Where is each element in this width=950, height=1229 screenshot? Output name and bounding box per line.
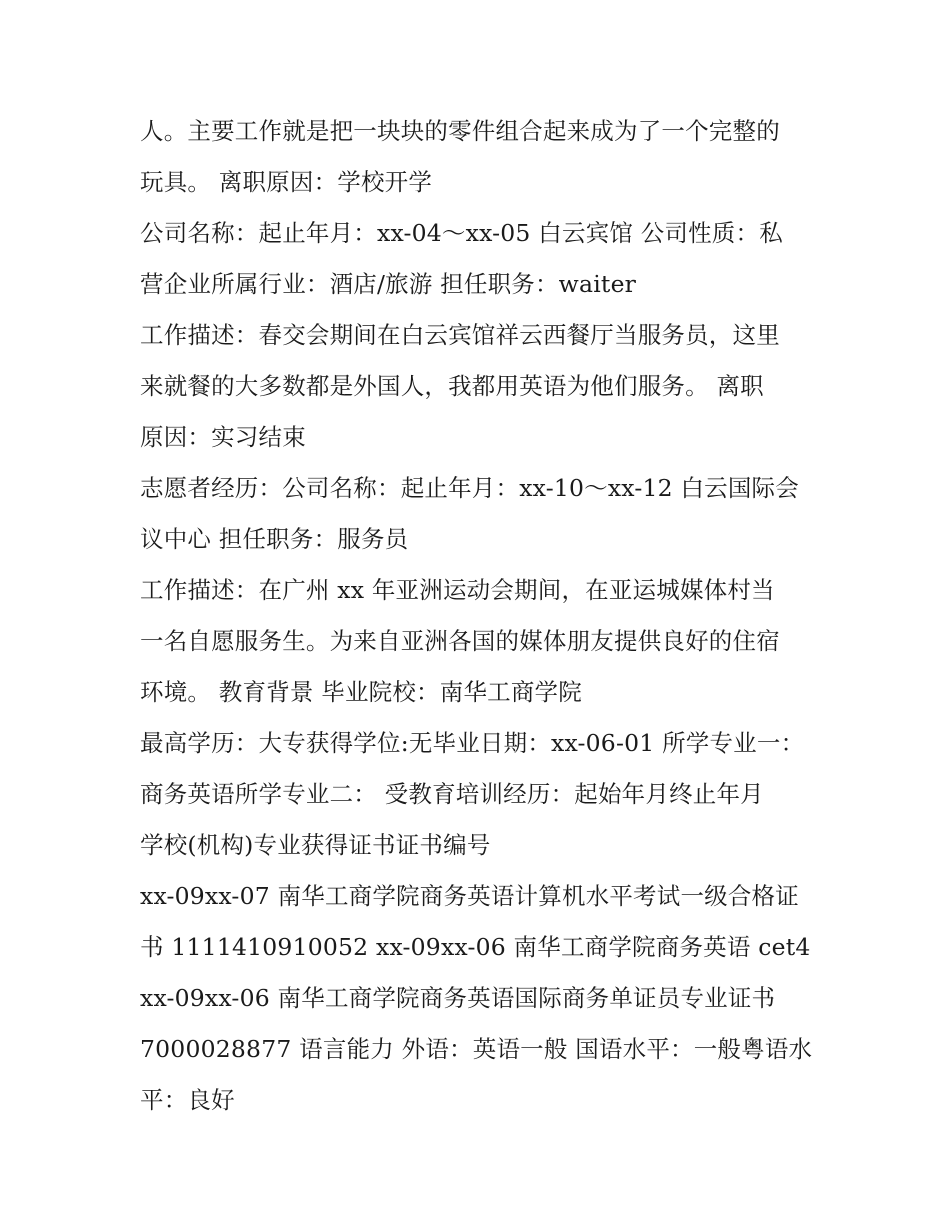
- text-line: 公司名称：起止年月：xx-04～xx-05 白云宾馆 公司性质：私: [140, 219, 783, 247]
- text-line: 商务英语所学专业二： 受教育培训经历：起始年月终止年月: [140, 780, 764, 808]
- text-line: 议中心 担任职务：服务员: [140, 525, 409, 553]
- text-line: 一名自愿服务生。为来自亚洲各国的媒体朋友提供良好的住宿: [140, 627, 780, 655]
- document-body: [140, 106, 812, 1126]
- text-line: 环境。 教育背景 毕业院校：南华工商学院: [140, 678, 582, 706]
- text-line: 最高学历：大专获得学位:无毕业日期：xx-06-01 所学专业一：: [140, 729, 805, 757]
- text-line: 7000028877 语言能力 外语：英语一般 国语水平：一般粤语水: [140, 1035, 813, 1063]
- text-line: 人。主要工作就是把一块块的零件组合起来成为了一个完整的: [140, 117, 780, 145]
- text-line: 书 1111410910052 xx-09xx-06 南华工商学院商务英语 cet4: [140, 933, 811, 961]
- text-line: 志愿者经历：公司名称：起止年月：xx-10～xx-12 白云国际会: [140, 474, 799, 502]
- text-line: 工作描述：春交会期间在白云宾馆祥云西餐厅当服务员，这里: [140, 321, 780, 349]
- text-line: 原因：实习结束: [140, 423, 306, 451]
- text-line: xx-09xx-06 南华工商学院商务英语国际商务单证员专业证书: [140, 984, 776, 1012]
- text-line: 玩具。 离职原因：学校开学: [140, 168, 433, 196]
- text-line: 学校(机构)专业获得证书证书编号: [140, 831, 491, 859]
- text-line: xx-09xx-07 南华工商学院商务英语计算机水平考试一级合格证: [140, 882, 799, 910]
- text-line: 来就餐的大多数都是外国人，我都用英语为他们服务。 离职: [140, 372, 764, 400]
- text-line: 营企业所属行业：酒店/旅游 担任职务：waiter: [140, 270, 637, 298]
- text-line: 工作描述：在广州 xx 年亚洲运动会期间，在亚运城媒体村当: [140, 576, 775, 604]
- text-line: 平：良好: [140, 1086, 235, 1114]
